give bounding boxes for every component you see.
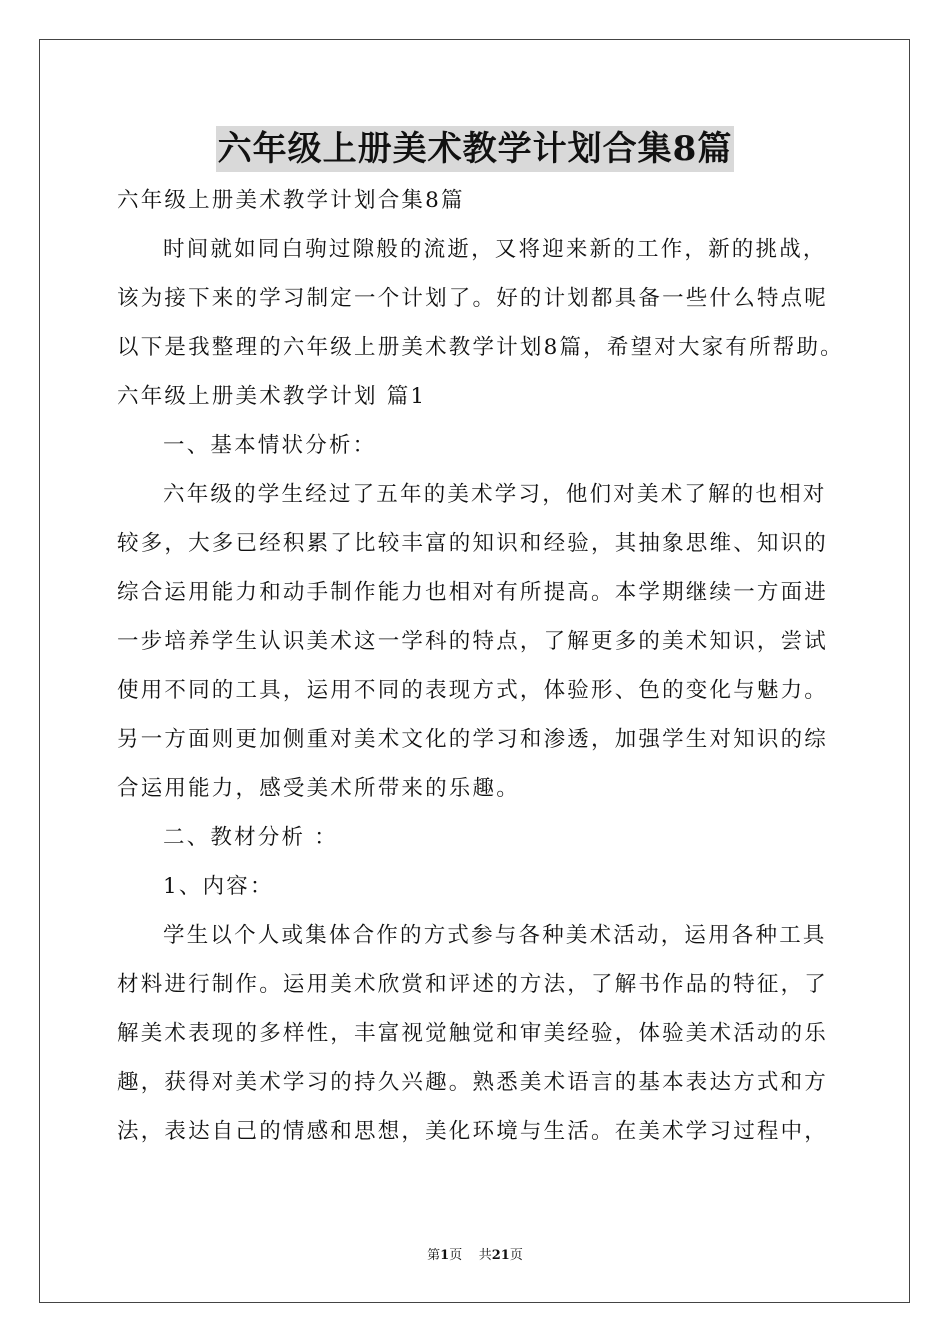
text-line: 一、基本情状分析： [163,433,377,458]
text-line: 材料进行制作。运用美术欣赏和评述的方法，了解书作品的特征，了 [117,972,829,997]
text-line: 使用不同的工具，运用不同的表现方式，体验形、色的变化与魅力。 [117,678,829,703]
text-line: 趣，获得对美术学习的持久兴趣。熟悉美术语言的基本表达方式和方 [117,1070,829,1095]
text-line: 二、教材分析 ： [163,825,338,850]
page-footer [0,1246,950,1266]
total-label-suffix: 页 [509,1248,523,1263]
page-number: 1 [440,1248,450,1263]
text-line: 法，表达自己的情感和思想，美化环境与生活。在美术学习过程中， [117,1119,829,1144]
text-line: 一步培养学生认识美术这一学科的特点，了解更多的美术知识，尝试 [117,629,829,654]
text-line: 综合运用能力和动手制作能力也相对有所提高。本学期继续一方面进 [117,580,829,605]
text-line: 时间就如同白驹过隙般的流逝，又将迎来新的工作，新的挑战， [163,237,827,262]
document-title: 六年级上册美术教学计划合集8篇 [216,126,735,172]
text-line: 1、内容： [163,874,274,899]
text-line: 六年级上册美术教学计划合集8篇 [117,188,465,213]
text-line: 另一方面则更加侧重对美术文化的学习和渗透，加强学生对知识的综 [117,727,829,752]
text-line: 以下是我整理的六年级上册美术教学计划8篇，希望对大家有所帮助。 [117,335,844,360]
total-label-prefix: 共 [478,1248,492,1263]
page-label-prefix: 第 [427,1248,441,1263]
text-line: 学生以个人或集体合作的方式参与各种美术活动，运用各种工具 [163,923,827,948]
title-container [0,126,950,172]
text-line: 合运用能力，感受美术所带来的乐趣。 [117,776,520,801]
total-pages: 21 [491,1248,510,1263]
text-line: 该为接下来的学习制定一个计划了。好的计划都具备一些什么特点呢 [117,286,829,311]
document-body [117,176,844,1156]
text-line: 六年级上册美术教学计划 篇1 [117,384,427,409]
page-label-suffix: 页 [449,1248,463,1263]
text-line: 六年级的学生经过了五年的美术学习，他们对美术了解的也相对 [163,482,827,507]
text-line: 较多，大多已经积累了比较丰富的知识和经验，其抽象思维、知识的 [117,531,829,556]
text-line: 解美术表现的多样性，丰富视觉触觉和审美经验，体验美术活动的乐 [117,1021,829,1046]
